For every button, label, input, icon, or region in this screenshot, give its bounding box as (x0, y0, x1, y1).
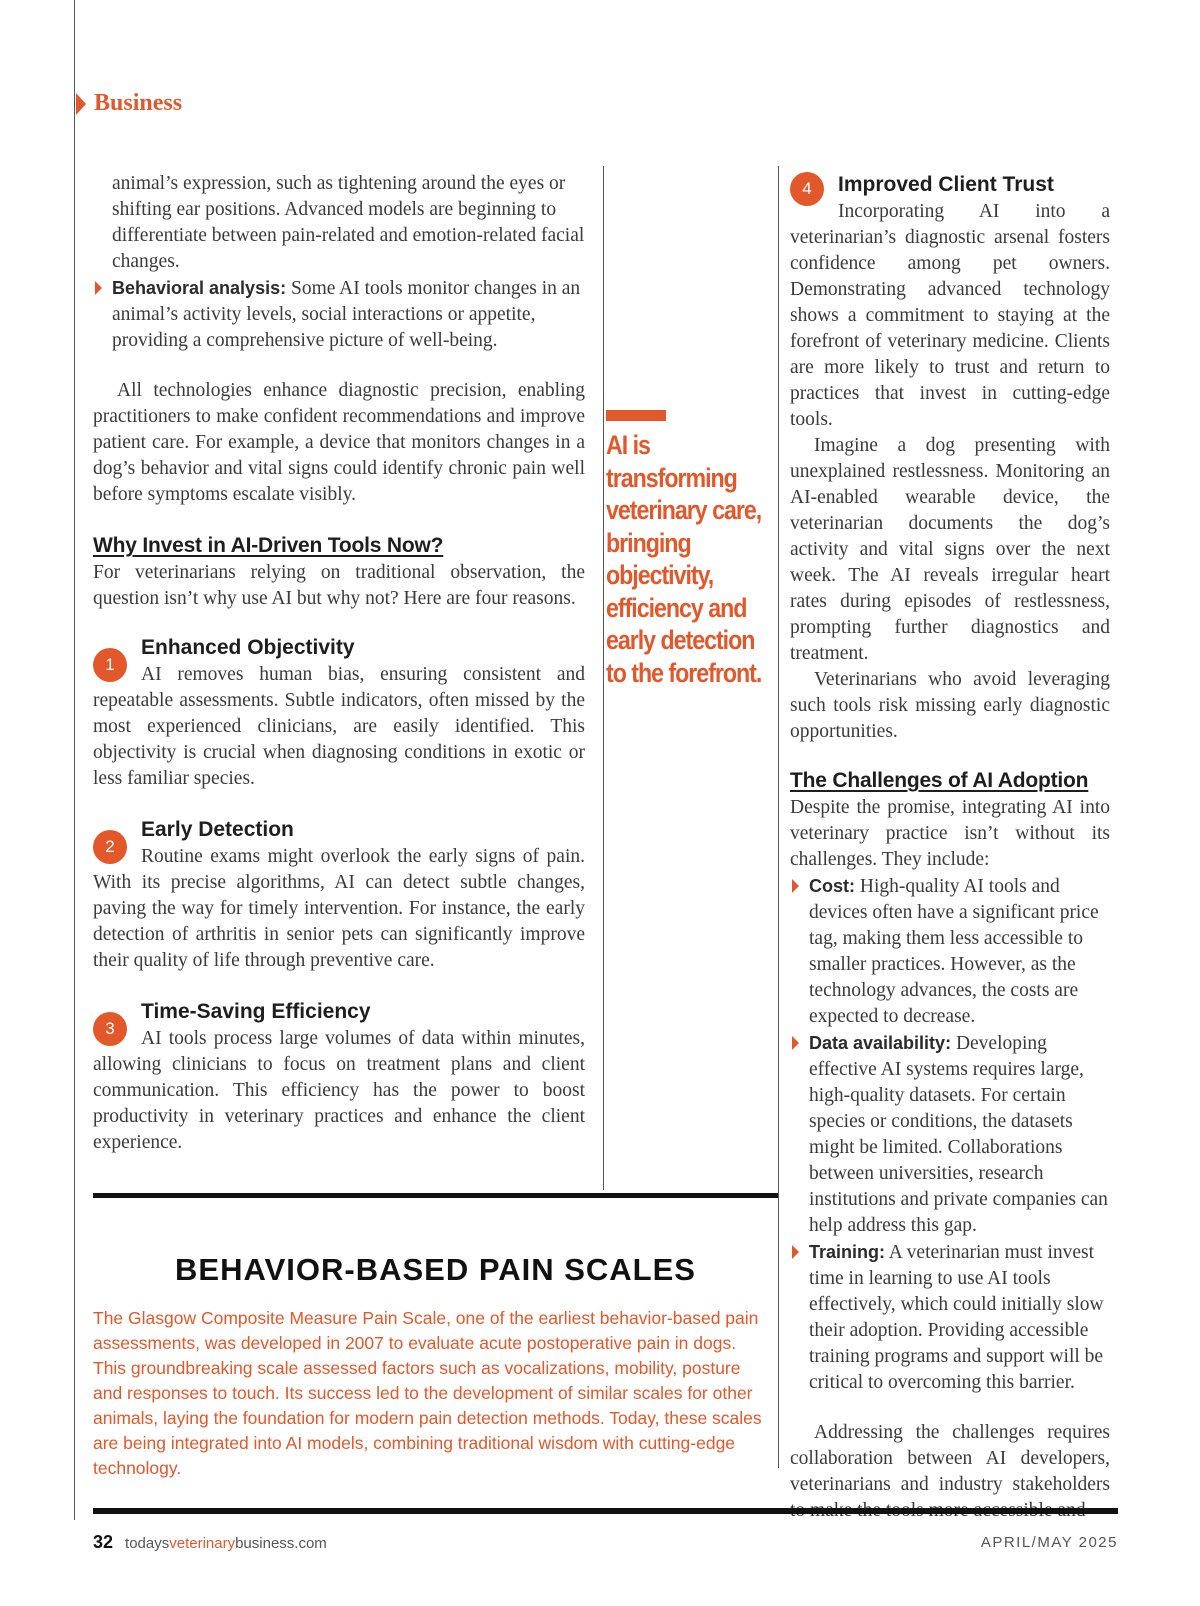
bullet-training (790, 1239, 1110, 1396)
pull-quote-bar (606, 410, 666, 421)
reason-1 (93, 634, 585, 792)
bullet-text: Some AI tools monitor changes in an animal’s activity levels, social interactions or appetite, providing a comprehensive picture of well-being. (112, 278, 581, 351)
right-column (790, 171, 1110, 1524)
bullet-continuation: animal’s expression, such as tightening around the eyes or shifting ear positions. Advanced models are beginning to differentiate between pain-related and emotion-related facial changes. (112, 173, 585, 272)
column-divider-left (603, 166, 604, 1190)
bullet-label: Data availability: (809, 1033, 952, 1053)
reason-body: Incorporating AI into a veterinarian’s diagnostic arsenal fosters confidence among pet owners. Demonstrating advanced technology shows a commitment to staying at the forefront of veterinary medicine. Clients are more likely to trust and return to practices that invest in cutting-edge tools. (790, 201, 1110, 430)
reason-header (93, 998, 585, 1038)
pull-quote: AI is transforming veterinary care, bringing objectivity, efficiency and early detection to the forefront. (606, 430, 762, 688)
reason-title: Enhanced Objectivity (141, 636, 355, 659)
reason-body: AI removes human bias, ensuring consistent and repeatable assessments. Subtle indicators, often missed by the most experienced clinicians, are easily identified. This objectivity is crucial when diagnosing conditions in exotic or less familiar species. (93, 664, 585, 789)
section-name: Business (94, 90, 183, 116)
bullet-behavioral-analysis (93, 275, 585, 354)
column-divider-right (778, 166, 779, 1468)
reason-header (93, 634, 585, 674)
bullet-list (93, 275, 585, 354)
subhead-challenges: The Challenges of AI Adoption (790, 769, 1089, 792)
reason-header (790, 171, 1110, 199)
paragraph-invest: For veterinarians relying on traditional observation, the question isn’t why use AI but why not? Here are four reasons. (93, 562, 585, 609)
reason-3 (93, 998, 585, 1156)
footer-website (125, 1535, 327, 1552)
paragraph-challenges: Despite the promise, integrating AI into veterinary practice isn’t without its challenges. They include: (790, 797, 1110, 870)
reason-number-badge: 2 (93, 830, 127, 864)
reason-body: AI tools process large volumes of data within minutes, allowing clinicians to focus on treatment plans and client communication. This efficiency has the power to boost productivity in veterinary practices and enhance the client experience. (93, 1028, 585, 1153)
bullet-text: Developing effective AI systems requires large, high-quality datasets. For certain species or conditions, the datasets might be limited. Collaborations between universities, research institutions and private companies can help address this gap. (809, 1033, 1108, 1236)
challenges-list (790, 873, 1110, 1396)
reason-title: Improved Client Trust (838, 173, 1054, 196)
paragraph-imagine: Imagine a dog presenting with unexplained restlessness. Monitoring an AI-enabled wearable device, the veterinarian documents the dog’s activity and vital signs over the next week. The AI reveals irregular heart rates during episodes of restlessness, prompting further diagnostics and treatment. (790, 435, 1110, 664)
left-column (93, 171, 585, 1156)
footer-left (93, 1532, 327, 1553)
subhead-why-invest: Why Invest in AI-Driven Tools Now? (93, 534, 444, 557)
reason-title: Time-Saving Efficiency (141, 1000, 371, 1023)
bullet-label: Cost: (809, 876, 855, 896)
reason-number-badge: 1 (93, 648, 127, 682)
site-suffix: business.com (235, 1535, 327, 1552)
footer-rule (93, 1508, 1118, 1514)
bullet-data-availability (790, 1030, 1110, 1239)
site-prefix: todays (125, 1535, 170, 1552)
site-accent: veterinary (169, 1535, 236, 1552)
reason-title: Early Detection (141, 818, 294, 841)
sidebar-top-rule (93, 1193, 778, 1198)
paragraph-avoid: Veterinarians who avoid leveraging such tools risk missing early diagnostic opportunities. (790, 669, 1110, 742)
bullet-cost (790, 873, 1110, 1030)
reason-body: Routine exams might overlook the early signs of pain. With its precise algorithms, AI can detect subtle changes, paving the way for timely intervention. For instance, the early detection of arthritis in senior pets can significantly improve their quality of life through preventive care. (93, 846, 585, 971)
reason-number-badge: 3 (93, 1012, 127, 1046)
reason-header (93, 816, 585, 856)
reason-2 (93, 816, 585, 974)
bullet-label: Behavioral analysis: (112, 278, 287, 298)
issue-date: APRIL/MAY 2025 (980, 1534, 1118, 1551)
sidebar-body: The Glasgow Composite Measure Pain Scale, one of the earliest behavior-based pain assessments, was developed in 2007 to evaluate acute postoperative pain in dogs. This groundbreaking scale assessed factors such as vocalizations, mobility, posture and responses to touch. Its success led to the development of similar scales for other animals, laying the foundation for modern pain detection methods. Today, these scales are being integrated into AI models, combining traditional wisdom with cutting-edge technology. (93, 1308, 762, 1478)
bullet-text: A veterinarian must invest time in learning to use AI tools effectively, which could initially slow their adoption. Providing accessible training programs and support will be critical to overcoming this barrier. (809, 1242, 1104, 1393)
reason-number-badge: 4 (790, 172, 824, 206)
section-label (76, 90, 182, 117)
pull-quote-column (606, 410, 764, 689)
page-number: 32 (93, 1532, 114, 1552)
reason-4 (790, 171, 1110, 433)
section-triangle-icon (76, 93, 86, 115)
bullet-label: Training: (809, 1242, 885, 1262)
page-left-rule (74, 0, 75, 1520)
paragraph-addressing: Addressing the challenges requires collaboration between AI developers, veterinarians and industry stakeholders (790, 1422, 1110, 1495)
sidebar-title: BEHAVIOR-BASED PAIN SCALES (175, 1252, 696, 1287)
paragraph-technologies: All technologies enhance diagnostic precision, enabling practitioners to make confident recommendations and improve patient care. For example, a device that monitors changes in a dog’s behavior and vital signs could identify chronic pain well before symptoms escalate visibly. (93, 380, 585, 505)
bullet-text: High-quality AI tools and devices often have a significant price tag, making them less accessible to smaller practices. However, as the technology advances, the costs are expected to decrease. (809, 876, 1099, 1027)
page-footer (93, 1532, 1118, 1553)
